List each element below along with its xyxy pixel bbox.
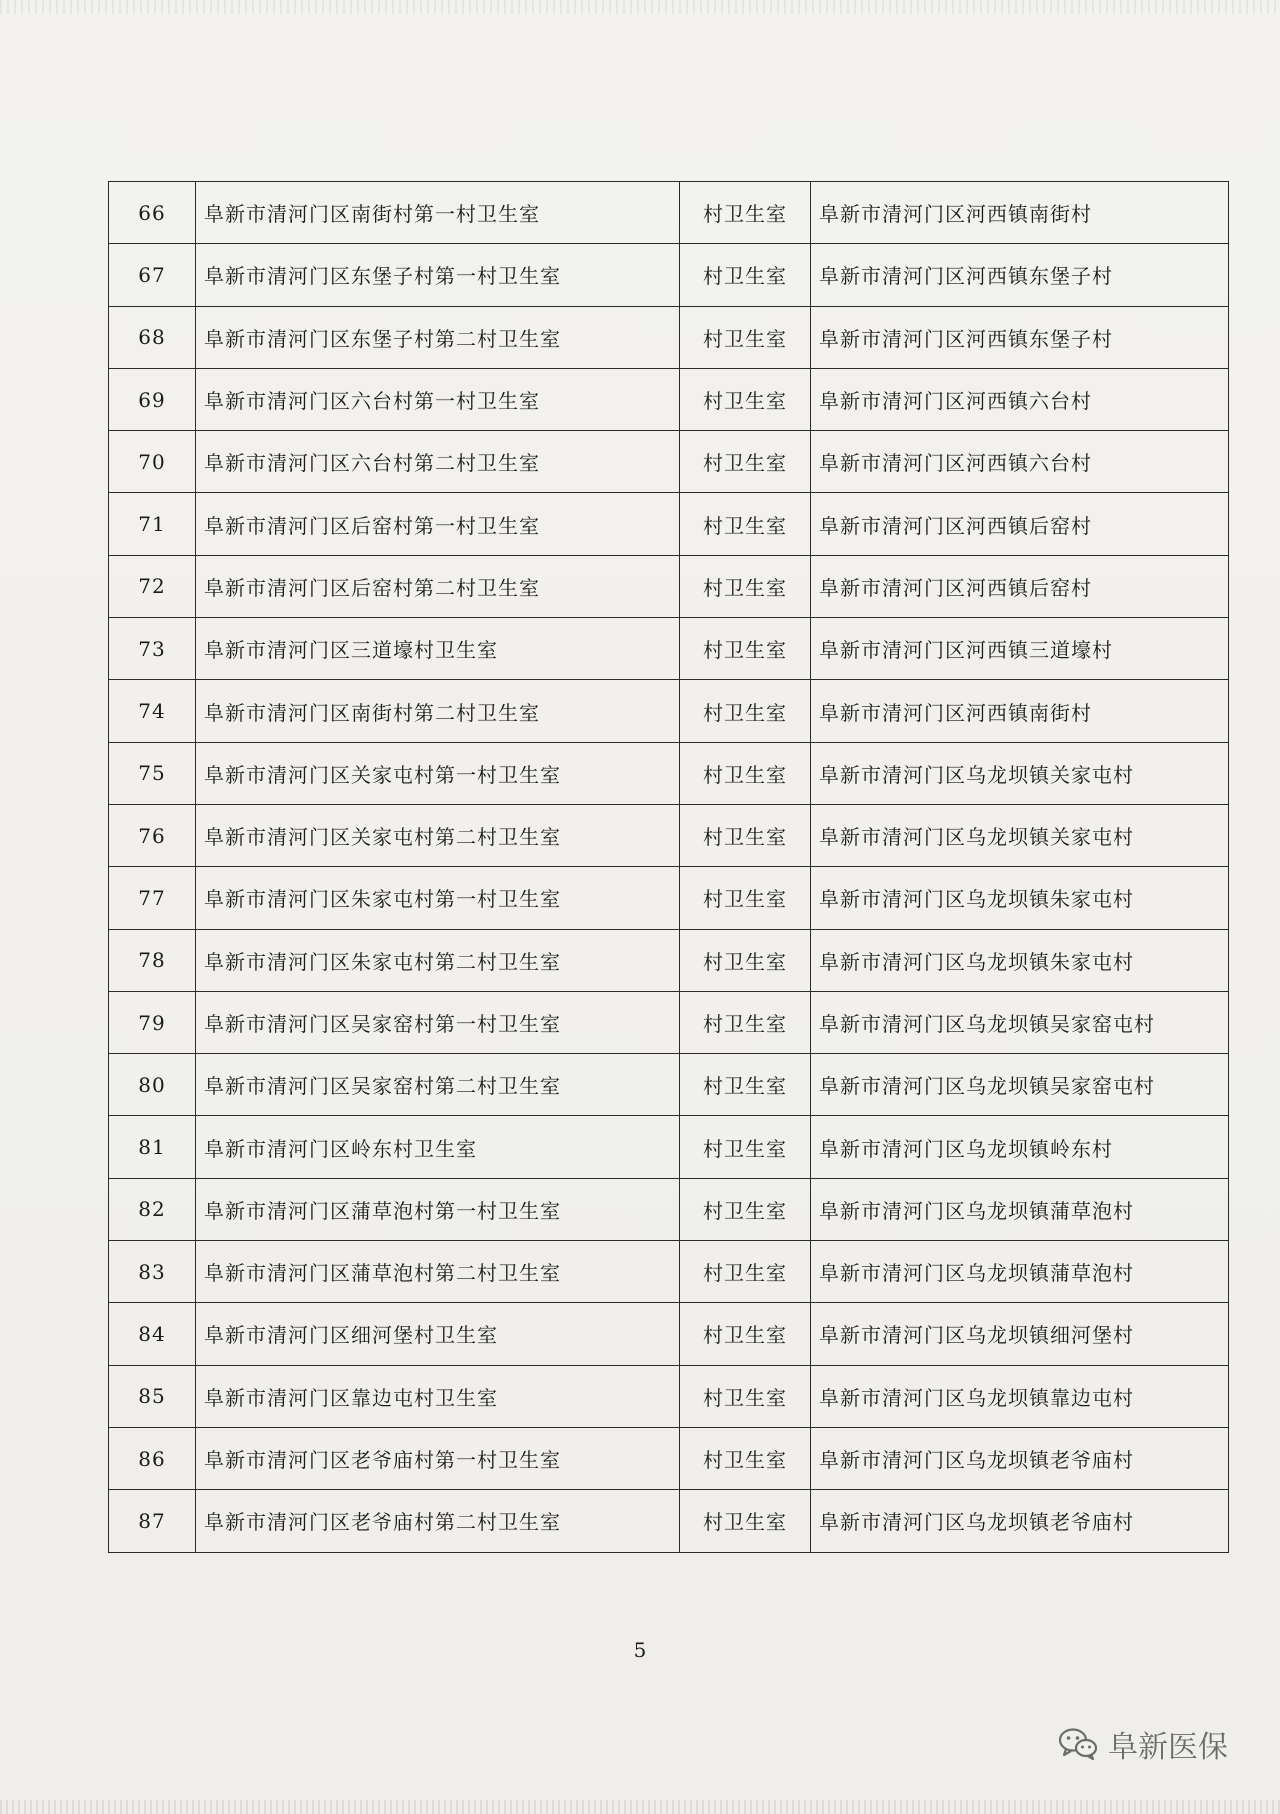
- table-row: [109, 618, 1229, 680]
- clinic-address: 阜新市清河门区河西镇南街村: [811, 680, 1229, 742]
- row-number: 69: [109, 368, 196, 430]
- clinic-address: 阜新市清河门区乌龙坝镇蒲草泡村: [811, 1241, 1229, 1303]
- clinic-name: 阜新市清河门区吴家窑村第二村卫生室: [196, 1054, 680, 1116]
- clinic-name: 阜新市清河门区东堡子村第二村卫生室: [196, 306, 680, 368]
- table-row: [109, 244, 1229, 306]
- clinic-type: 村卫生室: [680, 244, 811, 306]
- row-number: 83: [109, 1241, 196, 1303]
- table-row: [109, 680, 1229, 742]
- clinic-name: 阜新市清河门区靠边屯村卫生室: [196, 1365, 680, 1427]
- row-number: 73: [109, 618, 196, 680]
- table-row: [109, 1365, 1229, 1427]
- clinic-type: 村卫生室: [680, 368, 811, 430]
- row-number: 67: [109, 244, 196, 306]
- row-number: 82: [109, 1178, 196, 1240]
- table-row: [109, 804, 1229, 866]
- row-number: 71: [109, 493, 196, 555]
- clinic-address: 阜新市清河门区乌龙坝镇老爷庙村: [811, 1490, 1229, 1552]
- clinic-address: 阜新市清河门区乌龙坝镇关家屯村: [811, 804, 1229, 866]
- clinic-name: 阜新市清河门区关家屯村第二村卫生室: [196, 804, 680, 866]
- clinic-address: 阜新市清河门区河西镇东堡子村: [811, 306, 1229, 368]
- row-number: 78: [109, 929, 196, 991]
- row-number: 87: [109, 1490, 196, 1552]
- clinic-address: 阜新市清河门区乌龙坝镇老爷庙村: [811, 1427, 1229, 1489]
- table-row: [109, 742, 1229, 804]
- clinic-type: 村卫生室: [680, 555, 811, 617]
- row-number: 66: [109, 182, 196, 244]
- clinic-name: 阜新市清河门区岭东村卫生室: [196, 1116, 680, 1178]
- table-row: [109, 493, 1229, 555]
- table-row: [109, 431, 1229, 493]
- clinic-address: 阜新市清河门区乌龙坝镇蒲草泡村: [811, 1178, 1229, 1240]
- table-row: [109, 182, 1229, 244]
- table-row: [109, 555, 1229, 617]
- clinic-address: 阜新市清河门区乌龙坝镇岭东村: [811, 1116, 1229, 1178]
- clinic-type: 村卫生室: [680, 680, 811, 742]
- table-row: [109, 368, 1229, 430]
- clinic-type: 村卫生室: [680, 182, 811, 244]
- table-row: [109, 929, 1229, 991]
- clinic-type: 村卫生室: [680, 867, 811, 929]
- clinic-address: 阜新市清河门区河西镇东堡子村: [811, 244, 1229, 306]
- clinic-name: 阜新市清河门区朱家屯村第二村卫生室: [196, 929, 680, 991]
- row-number: 84: [109, 1303, 196, 1365]
- clinic-type: 村卫生室: [680, 929, 811, 991]
- table-row: [109, 1116, 1229, 1178]
- clinic-type: 村卫生室: [680, 742, 811, 804]
- clinic-name: 阜新市清河门区东堡子村第一村卫生室: [196, 244, 680, 306]
- clinic-address: 阜新市清河门区乌龙坝镇靠边屯村: [811, 1365, 1229, 1427]
- clinic-type: 村卫生室: [680, 431, 811, 493]
- clinic-name: 阜新市清河门区关家屯村第一村卫生室: [196, 742, 680, 804]
- watermark-text: 阜新医保: [1108, 1730, 1228, 1765]
- table-row: [109, 306, 1229, 368]
- clinic-name: 阜新市清河门区蒲草泡村第一村卫生室: [196, 1178, 680, 1240]
- clinic-type: 村卫生室: [680, 804, 811, 866]
- clinic-name: 阜新市清河门区细河堡村卫生室: [196, 1303, 680, 1365]
- table-row: [109, 1054, 1229, 1116]
- scan-artifact-bottom: [0, 1800, 1280, 1814]
- row-number: 70: [109, 431, 196, 493]
- clinic-address: 阜新市清河门区河西镇后窑村: [811, 493, 1229, 555]
- row-number: 77: [109, 867, 196, 929]
- clinic-name: 阜新市清河门区南街村第二村卫生室: [196, 680, 680, 742]
- clinic-name: 阜新市清河门区老爷庙村第一村卫生室: [196, 1427, 680, 1489]
- row-number: 72: [109, 555, 196, 617]
- clinic-name: 阜新市清河门区朱家屯村第一村卫生室: [196, 867, 680, 929]
- page-number: 5: [633, 1638, 647, 1662]
- table-row: [109, 991, 1229, 1053]
- clinic-type: 村卫生室: [680, 1303, 811, 1365]
- clinic-address: 阜新市清河门区河西镇六台村: [811, 431, 1229, 493]
- clinic-name: 阜新市清河门区吴家窑村第一村卫生室: [196, 991, 680, 1053]
- clinic-address: 阜新市清河门区河西镇三道壕村: [811, 618, 1229, 680]
- row-number: 85: [109, 1365, 196, 1427]
- clinic-type: 村卫生室: [680, 1365, 811, 1427]
- clinic-address: 阜新市清河门区乌龙坝镇朱家屯村: [811, 867, 1229, 929]
- clinic-address: 阜新市清河门区乌龙坝镇关家屯村: [811, 742, 1229, 804]
- row-number: 74: [109, 680, 196, 742]
- clinic-type: 村卫生室: [680, 306, 811, 368]
- row-number: 81: [109, 1116, 196, 1178]
- row-number: 68: [109, 306, 196, 368]
- clinic-type: 村卫生室: [680, 1116, 811, 1178]
- scan-artifact-top: [0, 0, 1280, 14]
- row-number: 75: [109, 742, 196, 804]
- clinic-name: 阜新市清河门区南街村第一村卫生室: [196, 182, 680, 244]
- clinic-name: 阜新市清河门区后窑村第一村卫生室: [196, 493, 680, 555]
- table-row: [109, 1241, 1229, 1303]
- clinic-type: 村卫生室: [680, 991, 811, 1053]
- clinic-name: 阜新市清河门区老爷庙村第二村卫生室: [196, 1490, 680, 1552]
- table-row: [109, 1427, 1229, 1489]
- clinic-name: 阜新市清河门区六台村第一村卫生室: [196, 368, 680, 430]
- row-number: 76: [109, 804, 196, 866]
- clinic-address: 阜新市清河门区河西镇后窑村: [811, 555, 1229, 617]
- clinic-type: 村卫生室: [680, 1490, 811, 1552]
- clinic-address: 阜新市清河门区河西镇南街村: [811, 182, 1229, 244]
- clinic-type: 村卫生室: [680, 1427, 811, 1489]
- clinic-type: 村卫生室: [680, 493, 811, 555]
- row-number: 80: [109, 1054, 196, 1116]
- table-row: [109, 1490, 1229, 1552]
- clinic-type: 村卫生室: [680, 1178, 811, 1240]
- table-row: [109, 1178, 1229, 1240]
- clinic-name: 阜新市清河门区三道壕村卫生室: [196, 618, 680, 680]
- clinic-address: 阜新市清河门区乌龙坝镇吴家窑屯村: [811, 991, 1229, 1053]
- clinic-address: 阜新市清河门区乌龙坝镇朱家屯村: [811, 929, 1229, 991]
- clinic-name: 阜新市清河门区后窑村第二村卫生室: [196, 555, 680, 617]
- row-number: 86: [109, 1427, 196, 1489]
- clinic-type: 村卫生室: [680, 1241, 811, 1303]
- clinic-address: 阜新市清河门区乌龙坝镇吴家窑屯村: [811, 1054, 1229, 1116]
- table-row: [109, 867, 1229, 929]
- wechat-icon: [1058, 1727, 1098, 1761]
- clinic-address: 阜新市清河门区河西镇六台村: [811, 368, 1229, 430]
- clinic-name: 阜新市清河门区蒲草泡村第二村卫生室: [196, 1241, 680, 1303]
- clinic-table: [108, 181, 1229, 1553]
- row-number: 79: [109, 991, 196, 1053]
- clinic-type: 村卫生室: [680, 618, 811, 680]
- clinic-name: 阜新市清河门区六台村第二村卫生室: [196, 431, 680, 493]
- table-row: [109, 1303, 1229, 1365]
- watermark: [1058, 1722, 1228, 1766]
- clinic-address: 阜新市清河门区乌龙坝镇细河堡村: [811, 1303, 1229, 1365]
- clinic-type: 村卫生室: [680, 1054, 811, 1116]
- table-body: [109, 182, 1229, 1553]
